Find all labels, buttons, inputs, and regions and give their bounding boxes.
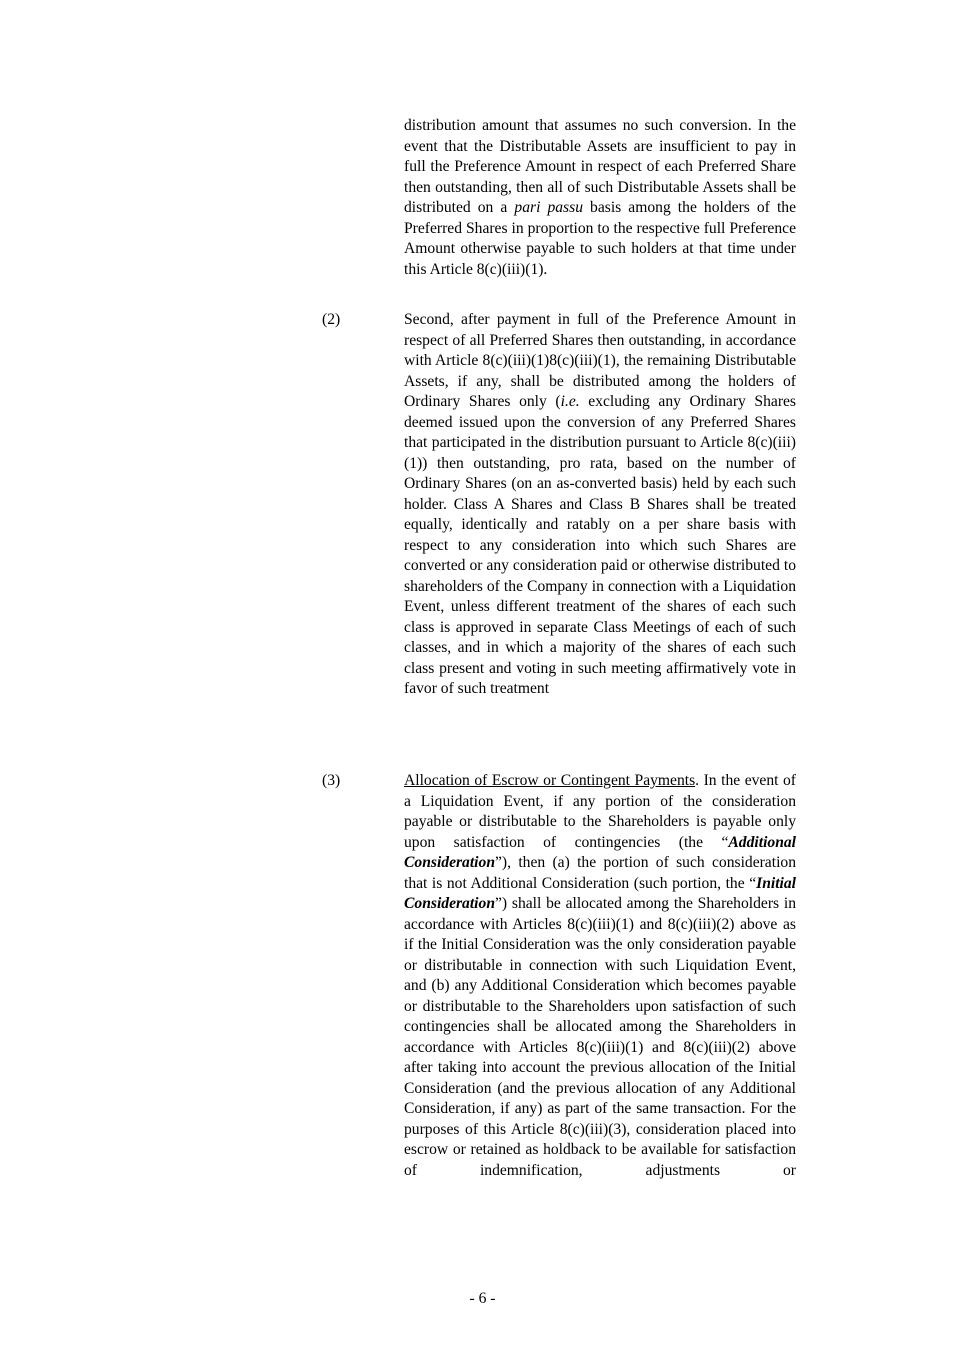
clause-3-defined-term-additional: Additional Consideration <box>404 833 796 871</box>
continuation-text-1: distribution amount that assumes no such conversion. In the event that the Distributable Assets are insufficient to pay in full the Preference Amount in respect of each Preferred Share then outstanding, then all of such Distributable Assets shall be distributed on a <box>404 117 796 216</box>
clause-2-italic-ie: i.e. <box>560 393 580 410</box>
clause-3-text-3: ”) shall be allocated among the Shareholders in accordance with Articles 8(c)(iii)(1) and 8(c)(iii)(2) above as if the Initial Consideration was the only consideration payable or distributable in connection with such Liquidation Event, and (b) any Additional Consideration which becomes payable or distributable to the Shareholders upon satisfaction of such contingencies shall be allocated among the Shareholders in accordance with Articles 8(c)(iii)(1) and 8(c)(iii)(2) above after taking into account the previous allocation of the Initial Consideration (and the previous allocation of any Additional Consideration, if any) as part of the same transaction. For the purposes of this Article 8(c)(iii)(3), consideration placed into escrow or retained as holdback to be available for satisfaction of indemnification, adjustments or <box>404 895 796 1179</box>
continuation-italic-term: pari passu <box>514 199 583 216</box>
clause-3-text-1: . In the event of a Liquidation Event, if any portion of the consideration payable or distributable to the Shareholders is payable only upon satisfaction of contingencies (the “ <box>404 772 796 851</box>
clause-2-number: (2) <box>322 311 341 328</box>
clause-3-heading: Allocation of Escrow or Contingent Payments <box>404 772 696 789</box>
clause-3-text-2: ”), then (a) the portion of such consideration that is not Additional Consideration (such portion, the “ <box>404 854 796 892</box>
clause-2-text-1: Second, after payment in full of the Preference Amount in respect of all Preferred Shares then outstanding, in accordance with Article 8(c)(iii)(1)8(c)(iii)(1), the remaining Distributable Assets, if any, shall be distributed among the holders of Ordinary Shares only ( <box>404 311 796 410</box>
page-number: - 6 - <box>469 1290 496 1307</box>
clause-3-number: (3) <box>322 772 341 789</box>
clause-3-paragraph <box>404 771 796 1181</box>
clause-2-text-2: excluding any Ordinary Shares deemed issued upon the conversion of any Preferred Shares that participated in the distribution pursuant to Article 8(c)(iii)(1)) then outstanding, pro rata, based on the number of Ordinary Shares (on an as-converted basis) held by each such holder. Class A Shares and Class B Shares shall be treated equally, identically and ratably on a per share basis with respect to any consideration into which such Shares are converted or any consideration paid or otherwise distributed to shareholders of the Company in connection with a Liquidation Event, unless different treatment of the shares of each such class is approved in separate Class Meetings of each of such classes, and in which a majority of the shares of each such class present and voting in such meeting affirmatively vote in favor of such treatment <box>404 393 797 697</box>
continuation-paragraph <box>404 116 796 280</box>
clause-2-paragraph <box>404 310 796 700</box>
continuation-text-2: basis among the holders of the Preferred Shares in proportion to the respective full Preference Amount otherwise payable to such holders at that time under this Article 8(c)(iii)(1). <box>404 199 796 278</box>
clause-3-defined-term-initial: Initial Consideration <box>404 874 796 912</box>
